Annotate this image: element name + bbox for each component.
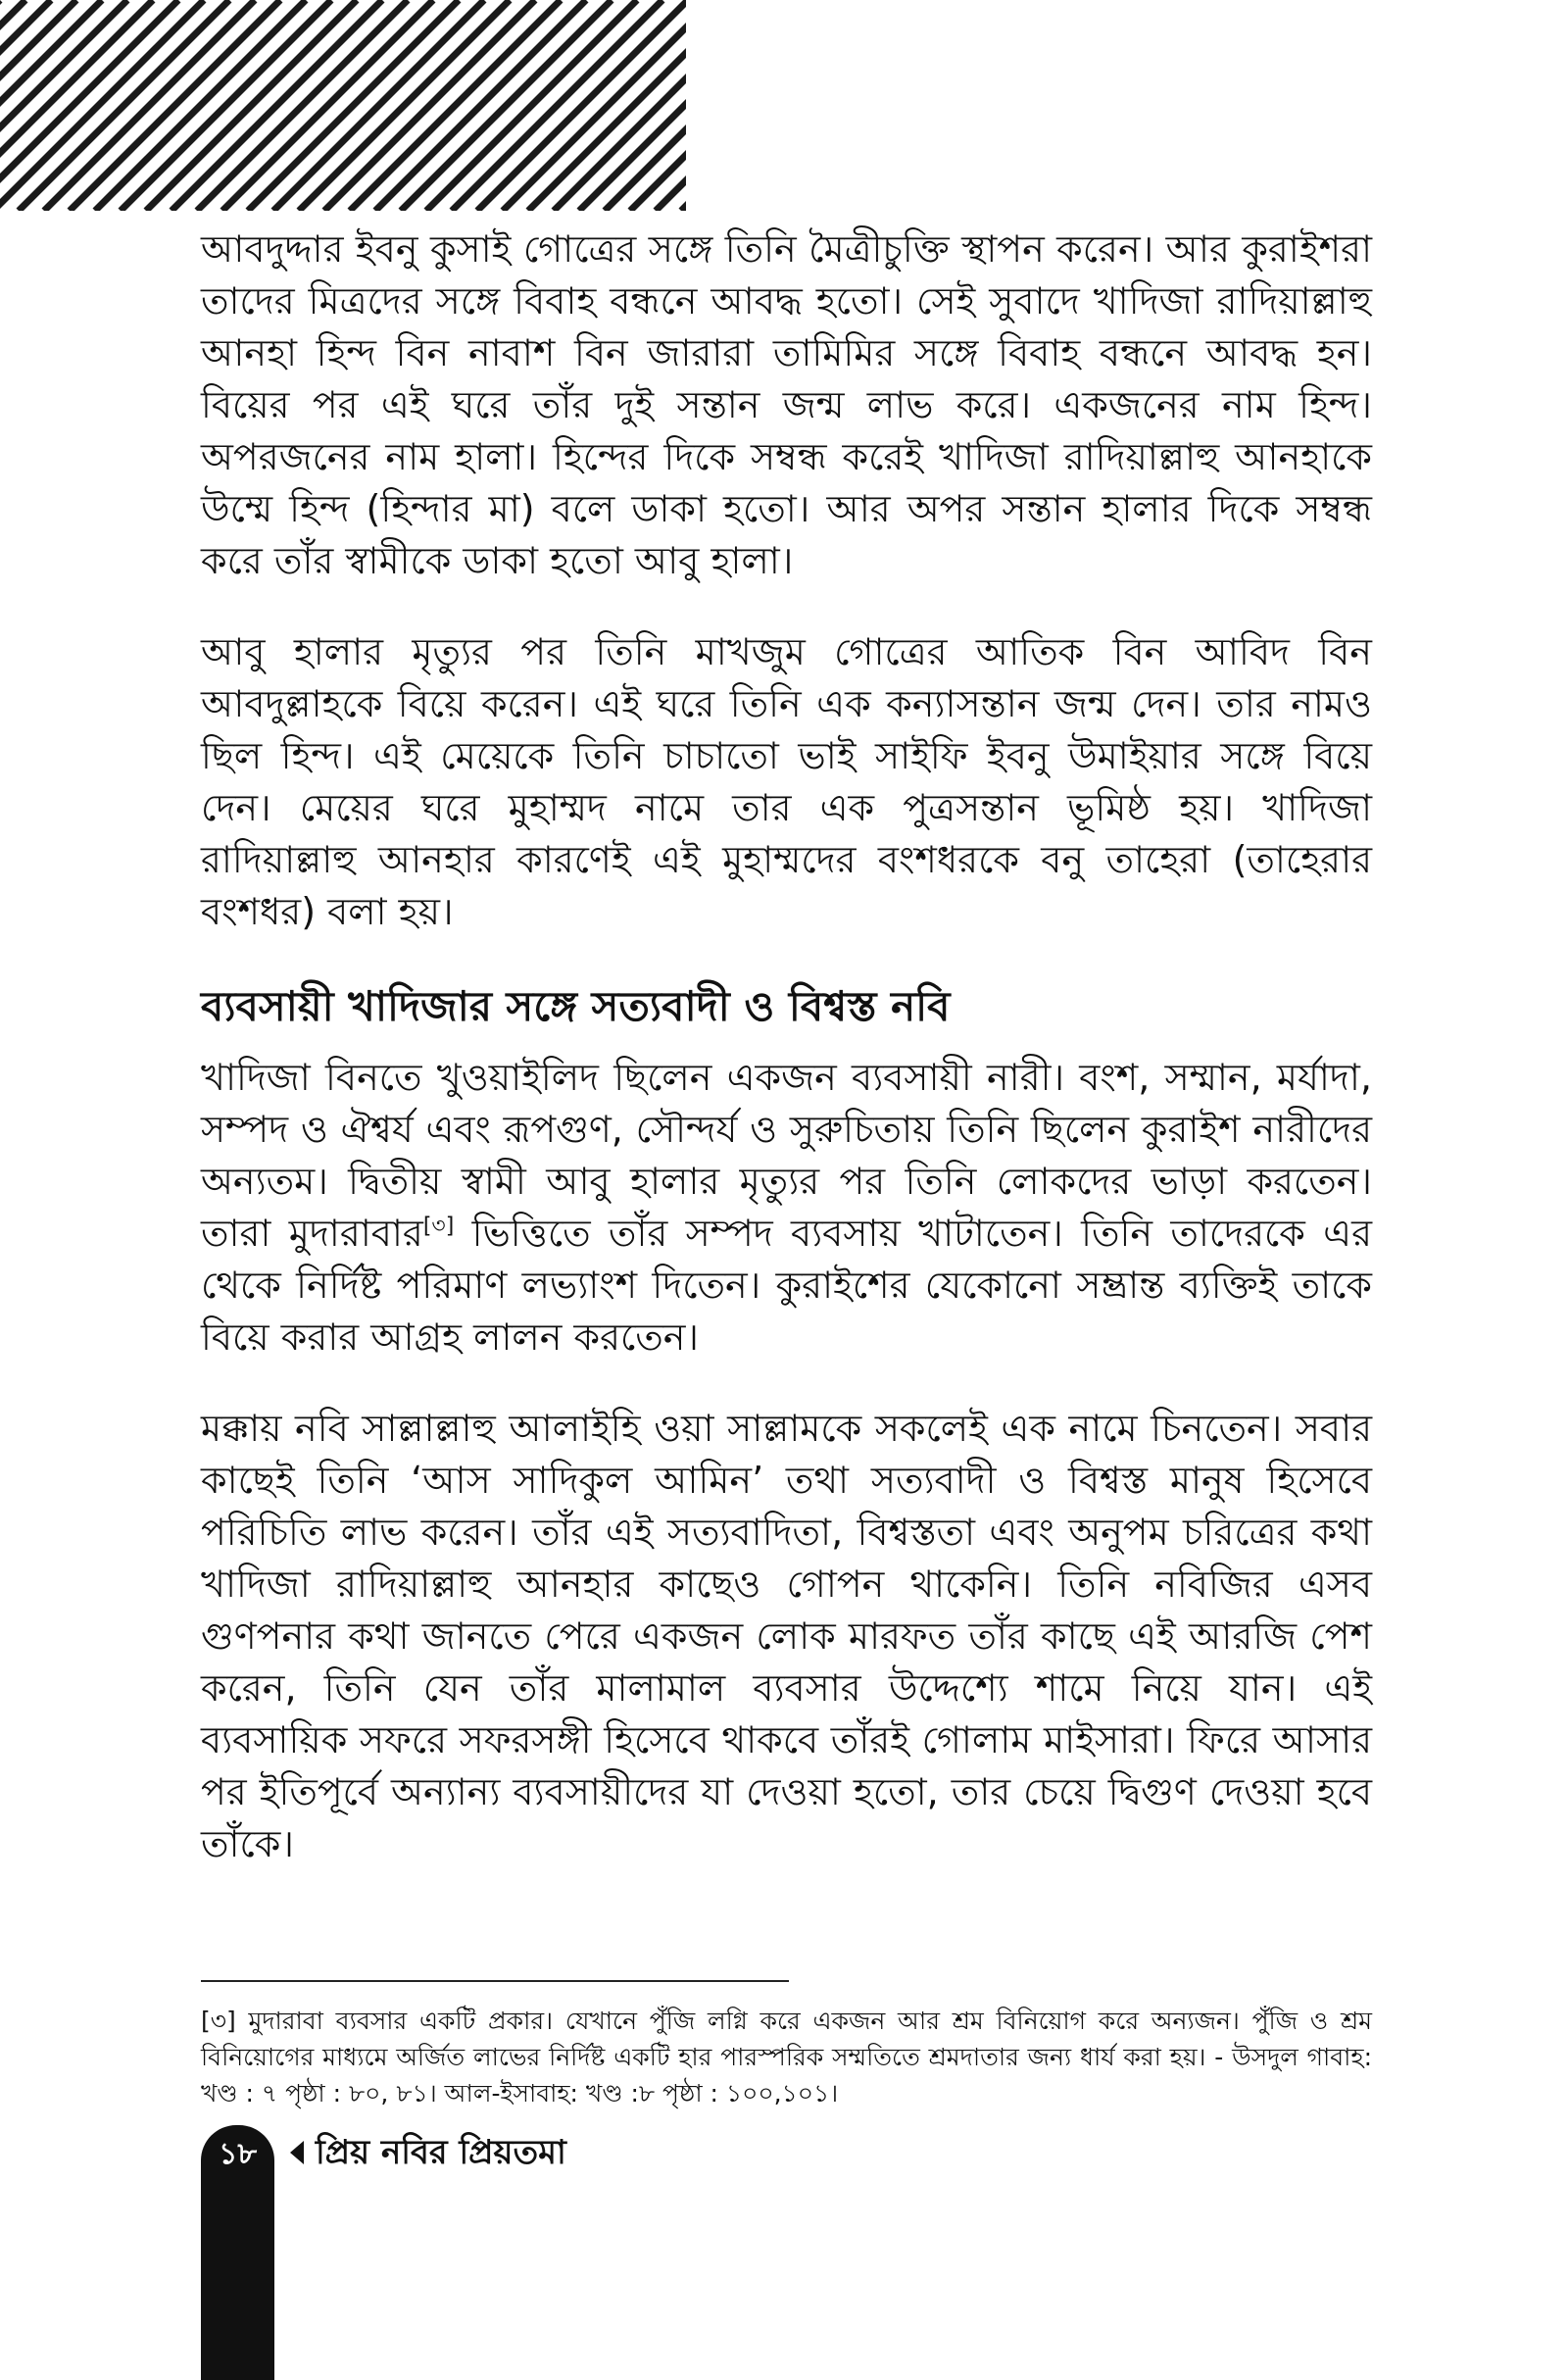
running-head [290,2127,566,2178]
section-heading: ব্যবসায়ী খাদিজার সঙ্গে সত্যবাদী ও বিশ্বস্ত নবি [201,982,951,1030]
paragraph-1: আবদুদ্দার ইবনু কুসাই গোত্রের সঙ্গে তিনি মৈত্রীচুক্তি স্থাপন করেন। আর কুরাইশরা তাদের মিত্রদের সঙ্গে বিবাহ বন্ধনে আবদ্ধ হতো। সেই সুবাদে খাদিজা রাদিয়াল্লাহু আনহা হিন্দ বিন নাবাশ বিন জারারা তামিমির সঙ্গে বিবাহ বন্ধনে আবদ্ধ হন। বিয়ের পর এই ঘরে তাঁর দুই সন্তান জন্ম লাভ করে। একজনের নাম হিন্দ। অপরজনের নাম হালা। হিন্দের দিকে সম্বন্ধ করেই খাদিজা রাদিয়াল্লাহু আনহাকে উম্মে হিন্দ (হিন্দার মা) বলে ডাকা হতো। আর অপর সন্তান হালার দিকে সম্বন্ধ করে তাঁর স্বামীকে ডাকা হতো আবু হালা। [201,227,1372,582]
corner-hatch-decoration [0,0,686,211]
paragraph-3-part-1: খাদিজা বিনতে খুওয়াইলিদ ছিলেন একজন ব্যবসায়ী নারী। বংশ, সম্মান, মর্যাদা, সম্পদ ও ঐশ্বর্য এবং রূপগুণ, সৌন্দর্য ও সুরুচিতায় তিনি ছিলেন কুরাইশ নারীদের অন্যতম। দ্বিতীয় স্বামী আবু হালার মৃত্যুর পর তিনি লোকদের ভাড়া করতেন। তারা মুদারাবার [201,1056,1372,1255]
main-content [201,223,1372,1909]
page-number: ১৮ [219,2137,257,2171]
footnote-marker: [৩] [422,1214,455,1239]
triangle-left-icon [290,2141,304,2164]
hatch-line [605,0,686,211]
footnote-divider [201,1980,789,1982]
paragraph-3-part-2: ভিত্তিতে তাঁর সম্পদ ব্যবসায় খাটাতেন। তিনি তাদেরকে এর থেকে নির্দিষ্ট পরিমাণ লভ্যাংশ দিতেন। কুরাইশের যেকোনো সম্ভ্রান্ত ব্যক্তিই তাকে বিয়ে করার আগ্রহ লালন করতেন। [201,1212,1372,1359]
paragraph-3 [201,1052,1372,1364]
paragraph-4: মক্কায় নবি সাল্লাল্লাহু আলাইহি ওয়া সাল্লামকে সকলেই এক নামে চিনতেন। সবার কাছেই তিনি ‘আস সাদিকুল আমিন’ তথা সত্যবাদী ও বিশ্বস্ত মানুষ হিসেবে পরিচিতি লাভ করেন। তাঁর এই সত্যবাদিতা, বিশ্বস্ততা এবং অনুপম চরিত্রের কথা খাদিজা রাদিয়াল্লাহু আনহার কাছেও গোপন থাকেনি। তিনি নবিজির এসব গুণপনার কথা জানতে পেরে একজন লোক মারফত তাঁর কাছে এই আরজি পেশ করেন, তিনি যেন তাঁর মালামাল ব্যবসার উদ্দেশ্যে শামে নিয়ে যান। এই ব্যবসায়িক সফরে সফরসঙ্গী হিসেবে থাকবে তাঁরই গোলাম মাইসারা। ফিরে আসার পর ইতিপূর্বে অন্যান্য ব্যবসায়ীদের যা দেওয়া হতো, তার চেয়ে দ্বিগুণ দেওয়া হবে তাঁকে। [201,1407,1372,1865]
paragraph-2: আবু হালার মৃত্যুর পর তিনি মাখজুম গোত্রের আতিক বিন আবিদ বিন আবদুল্লাহকে বিয়ে করেন। এই ঘরে তিনি এক কন্যাসন্তান জন্ম দেন। তার নামও ছিল হিন্দ। এই মেয়েকে তিনি চাচাতো ভাই সাইফি ইবনু উমাইয়ার সঙ্গে বিয়ে দেন। মেয়ের ঘরে মুহাম্মদ নামে তার এক পুত্রসন্তান ভূমিষ্ঠ হয়। খাদিজা রাদিয়াল্লাহু আনহার কারণেই এই মুহাম্মদের বংশধরকে বনু তাহেরা (তাহেরার বংশধর) বলা হয়। [201,630,1372,933]
footnote-text: [৩] মুদারাবা ব্যবসার একটি প্রকার। যেখানে পুঁজি লগ্নি করে একজন আর শ্রম বিনিয়োগ করে অন্যজন। পুঁজি ও শ্রম বিনিয়োগের মাধ্যমে অর্জিত লাভের নির্দিষ্ট একটি হার পারস্পরিক সম্মতিতে শ্রমদাতার জন্য ধার্য করা হয়। - উসদুল গাবাহ: খণ্ড : ৭ পৃষ্ঠা : ৮০, ৮১। আল-ইসাবাহ: খণ্ড :৮ পৃষ্ঠা : ১০০,১০১। [201,2007,1372,2107]
book-title: প্রিয় নবির প্রিয়তমা [316,2133,566,2172]
hatch-line [0,0,76,211]
